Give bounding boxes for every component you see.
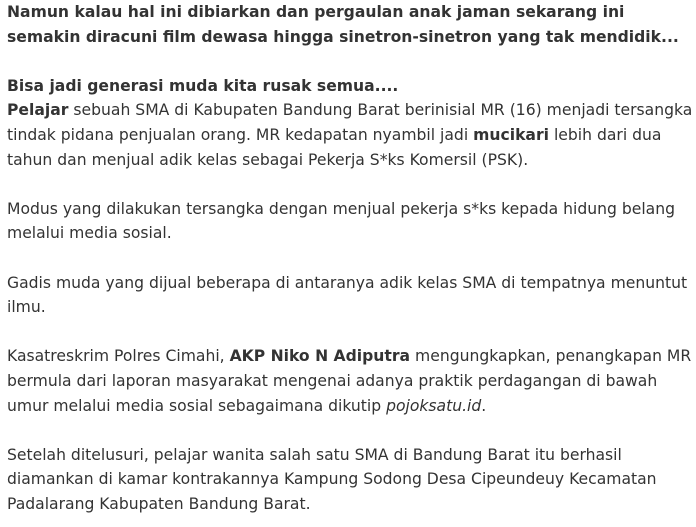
gadis-paragraph: Gadis muda yang dijual beberapa di antaranya adik kelas SMA di tempatnya menuntut ilmu. — [7, 273, 688, 317]
p4-text-c: . — [481, 396, 487, 415]
paragraph-gap — [7, 320, 693, 345]
lead-text: Bisa jadi generasi muda kita rusak semua.... — [7, 76, 399, 95]
p1-text-b: lebih dari dua tahun dan menjual adik kelas sebagai Pekerja S*ks Komersil (PSK). — [7, 125, 662, 169]
pelajar-keyword: Pelajar — [7, 101, 69, 120]
mucikari-keyword: mucikari — [473, 125, 549, 144]
p4-text-b: mengungkapkan, penangkapan MR bermula dari laporan masyarakat mengenai adanya praktik perdagangan di bawah umur melalui media sosial sebagaimana dikutip — [7, 347, 692, 415]
officer-name: AKP Niko N Adiputra — [229, 347, 411, 366]
penangkapan-paragraph: Setelah ditelusuri, pelajar wanita salah satu SMA di Bandung Barat itu berhasil diamankan di kamar kontrakannya Kampung Sodong Desa Cipeundeuy Kecamatan Padalarang Kabupaten Bandung Barat. — [7, 445, 657, 513]
intro-paragraph: Namun kalau hal ini dibiarkan dan pergaulan anak jaman sekarang ini semakin diracuni film dewasa hingga sinetron-sinetron yang tak mendidik... — [7, 3, 679, 46]
paragraph-gap — [7, 246, 693, 271]
source-name: pojoksatu.id — [386, 396, 482, 415]
paragraph-gap — [7, 49, 693, 74]
modus-paragraph: Modus yang dilakukan tersangka dengan menjual pekerja s*ks kepada hidung belang melalui media sosial. — [7, 199, 676, 243]
paragraph-gap — [7, 418, 693, 443]
paragraph-gap — [7, 172, 693, 197]
lead-paragraph — [7, 74, 693, 172]
kasatreskrim-paragraph — [7, 344, 693, 418]
p1-text-a: sebuah SMA di Kabupaten Bandung Barat berinisial MR (16) menjadi tersangka tindak pidana penjualan orang. MR kedapatan nyambil jadi — [7, 101, 693, 144]
article-body — [7, 0, 693, 516]
p4-text-a: Kasatreskrim Polres Cimahi, — [7, 347, 230, 366]
